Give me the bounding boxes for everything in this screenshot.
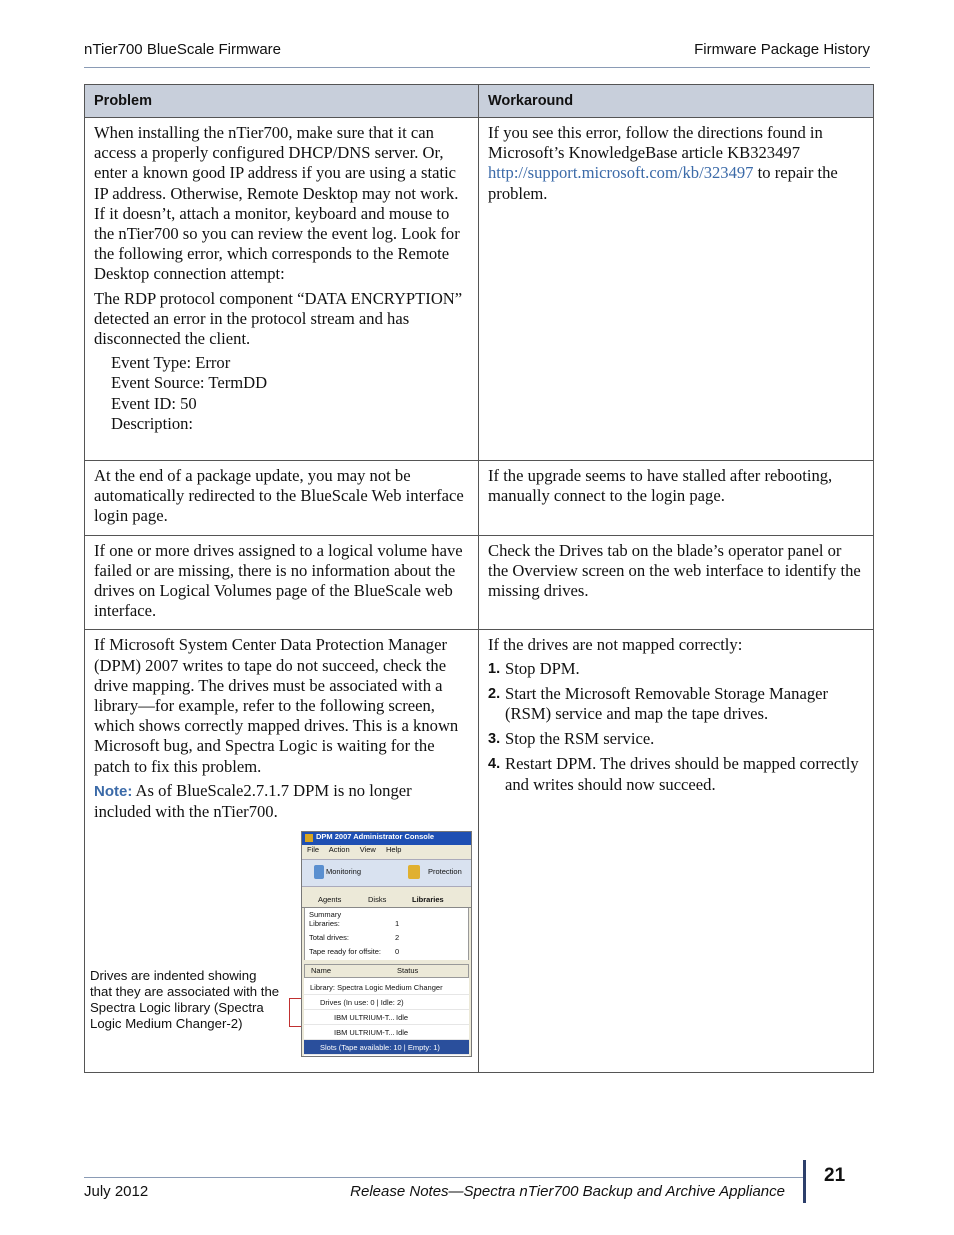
- list-item: IBM ULTRIUM-T... Idle: [304, 1025, 469, 1040]
- problem-paragraph: The RDP protocol component “DATA ENCRYPTION” detected an error in the protocol stream and has disconnected the client.: [94, 288, 463, 349]
- problem-cell: At the end of a package update, you may not be automatically redirected to the BlueScale Web interface login page.: [85, 461, 479, 536]
- footer-rule: [84, 1177, 805, 1178]
- screenshot-figure: [85, 822, 478, 1060]
- workaround-cell: [479, 118, 874, 461]
- window-titlebar: DPM 2007 Administrator Console: [302, 832, 471, 845]
- note-label: Note:: [94, 782, 133, 800]
- kb-link[interactable]: http://support.microsoft.com/kb/323497: [488, 163, 754, 183]
- problem-paragraph: When installing the nTier700, make sure that it can access a properly configured DHCP/DNS server. Or, enter a known good IP address if you are using a static IP address. Otherwise, Remote Desktop may not work. If it doesn’t, attach a monitor, keyboard and mouse to the nTier700 so you can review the event log. Look for the following error, which corresponds to the Remote Desktop connection attempt:: [94, 123, 460, 284]
- tab-disks: Disks: [368, 895, 387, 905]
- running-header-right: Firmware Package History: [694, 41, 870, 58]
- running-header-left: nTier700 BlueScale Firmware: [84, 41, 282, 58]
- workaround-intro: If the drives are not mapped correctly:: [488, 635, 743, 655]
- list-item: 2. Start the Microsoft Removable Storage Manager (RSM) service and map the tape drives.: [488, 683, 829, 724]
- toolbar-protection: Protection: [428, 867, 462, 877]
- column-header-workaround: Workaround: [479, 85, 874, 118]
- list-item: 4. Restart DPM. The drives should be mapped correctly and writes should now succeed.: [488, 754, 859, 794]
- tab-libraries: Libraries: [412, 895, 444, 905]
- problem-cell: [85, 118, 479, 461]
- menu-action: Action: [328, 845, 350, 855]
- footer-bar: [803, 1160, 806, 1203]
- column-header-problem: Problem: [85, 85, 479, 118]
- problem-workaround-table: [84, 84, 874, 1073]
- problem-cell: If one or more drives assigned to a logical volume have failed or are missing, there is no information about the drives on Logical Volumes page of the BlueScale web interface.: [85, 535, 479, 630]
- workaround-steps: [488, 659, 864, 795]
- library-list: [304, 978, 469, 1057]
- table-row: [85, 118, 874, 461]
- list-item: Drives (In use: 0 | Idle: 2): [304, 995, 469, 1010]
- menu-view: View: [359, 845, 376, 855]
- list-item: 1. Stop DPM.: [488, 658, 580, 678]
- summary-row: Total drives: 2: [309, 933, 400, 943]
- table-row: [85, 461, 874, 536]
- workaround-cell: Check the Drives tab on the blade’s operator panel or the Overview screen on the web interface to identify the missing drives.: [479, 535, 874, 630]
- summary-label: Summary: [309, 910, 342, 920]
- header-rule: [84, 67, 870, 68]
- event-line: Event Type: Error: [111, 353, 231, 373]
- problem-cell: [85, 630, 479, 1073]
- list-item: IBM ULTRIUM-T... Idle: [304, 1010, 469, 1025]
- list-item: 3. Stop the RSM service.: [488, 729, 655, 749]
- workaround-cell: If the upgrade seems to have stalled after rebooting, manually connect to the login page.: [479, 461, 874, 536]
- figure-callout: Drives are indented showing that they are associated with the Spectra Logic library (Spectra Logic Medium Changer-2): [90, 968, 280, 1031]
- event-line: Event Source: TermDD: [111, 373, 268, 393]
- event-log-block: [94, 353, 469, 434]
- summary-row: Tape ready for offsite: 0: [309, 947, 400, 957]
- column-status: Status: [397, 966, 419, 976]
- table-row: [85, 630, 874, 1073]
- table-row: [85, 535, 874, 630]
- monitoring-icon: [314, 865, 324, 879]
- list-header: [304, 964, 469, 978]
- footer-date: July 2012: [84, 1183, 149, 1200]
- menu-file: File: [307, 845, 320, 855]
- summary-panel: [304, 908, 469, 960]
- workaround-paragraph: If you see this error, follow the directions found in Microsoft’s KnowledgeBase article KB323497 http://support.microsoft.com/kb/323497 to repair the problem.: [488, 123, 838, 203]
- list-item: Library: Spectra Logic Medium Changer: [304, 980, 469, 995]
- event-line: Event ID: 50: [111, 393, 197, 413]
- console-tabs: [302, 891, 471, 908]
- event-line: Description:: [111, 413, 194, 433]
- protection-icon: [408, 865, 420, 879]
- footer-title: Release Notes—Spectra nTier700 Backup and Archive Appliance: [350, 1183, 785, 1200]
- workaround-cell: [479, 630, 874, 1073]
- list-item: Slots (Tape available: 10 | Empty: 1): [304, 1040, 469, 1055]
- menu-help: Help: [385, 845, 402, 855]
- console-toolbar: [302, 859, 471, 887]
- toolbar-monitoring: Monitoring: [326, 867, 362, 877]
- note: Note: As of BlueScale2.7.1.7 DPM is no longer included with the nTier700.: [94, 780, 412, 822]
- table-header-row: [85, 85, 874, 118]
- tab-agents: Agents: [318, 895, 342, 905]
- summary-row: Libraries: 1: [309, 919, 400, 929]
- menu-bar: [302, 845, 471, 859]
- dpm-console-screenshot: [301, 831, 472, 1057]
- app-icon: [305, 834, 313, 842]
- page-number: 21: [824, 1165, 846, 1186]
- problem-paragraph: If Microsoft System Center Data Protection Manager (DPM) 2007 writes to tape do not succeed, check the drive mapping. The drives must be associated with a library—for example, refer to the following screen, which shows correctly mapped drives. This is a known Microsoft bug, and Spectra Logic is waiting for the patch to fix this problem.: [94, 635, 459, 776]
- column-name: Name: [311, 966, 332, 976]
